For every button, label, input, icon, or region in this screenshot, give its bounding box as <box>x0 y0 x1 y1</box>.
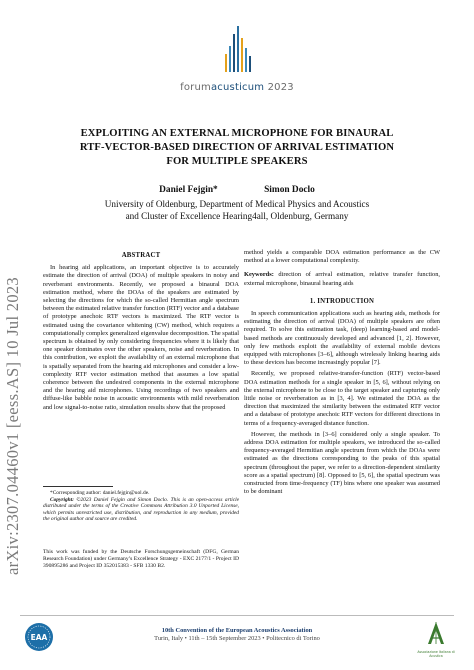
right-column <box>244 249 440 499</box>
funding-note: This work was funded by the Deutsche Forschungsgemeinschaft (DFG, German Research Foundation) under Germany’s Excellence Strategy - EXC 2177/1 - Project ID 390895286 and Project ID 352015383 - SFB 1330 B2. <box>43 549 239 569</box>
author-2: Simon Doclo <box>264 185 315 195</box>
title-line-2: RTF-VECTOR-BASED DIRECTION OF ARRIVAL ESTIMATION <box>79 142 395 153</box>
svg-text:EAA: EAA <box>30 633 48 642</box>
paper-title <box>52 127 422 169</box>
arxiv-stamp-text: arXiv:2307.04460v1 [eess.AS] 10 Jul 2023 <box>3 277 22 575</box>
footnote <box>43 490 239 523</box>
sound-bars-icon <box>217 24 257 80</box>
aia-emblem-icon <box>423 620 449 646</box>
aia-logo-text: Associazione Italiana di Acustica <box>417 650 455 658</box>
arxiv-stamp <box>3 180 25 580</box>
footnote-divider <box>43 486 113 487</box>
convention-location: Turin, Italy • 11th – 15th September 2023 • Politecnico di Torino <box>154 635 320 642</box>
title-line-1: EXPLOITING AN EXTERNAL MICROPHONE FOR BINAURAL <box>80 128 394 139</box>
footer-divider <box>20 615 454 616</box>
convention-title: 10th Convention of the European Acoustics Association <box>161 627 313 634</box>
keywords: Keywords: direction of arrival estimation, relative transfer function, external microphone, binaural hearing aids <box>244 271 440 287</box>
eaa-logo <box>24 622 54 652</box>
intro-paragraph-3: However, the methods in [3–6] considered only a single speaker. To address DOA estimation for multiple speakers, we introduced the so-called frequency-averaged Hermitian angle spectrum from which the DOAs were estimated as the directions corresponding to the peaks of this spatial spectrum (throughout the paper, we refer to a direction-dependent similarity score as a spatial spectrum) [8]. Opposed to [5, 6], the spatial spectrum was constructed from time-frequency (TF) bins where one speaker was assumed to be dominant <box>244 430 440 496</box>
corresponding-author-note: *Corresponding author: daniel.fejgin@uol.de. <box>50 490 150 496</box>
affiliation-line-1: University of Oldenburg, Department of Medical Physics and Acoustics <box>104 199 370 209</box>
author-1: Daniel Fejgin* <box>159 185 218 195</box>
conference-footer <box>80 627 394 643</box>
authors-block <box>52 184 422 222</box>
eaa-badge-icon <box>24 622 54 652</box>
intro-paragraph-2: Recently, we proposed relative-transfer-function (RTF) vector-based DOA estimation methods for a single speaker in [5, 6], without relying on the external microphone to be close to the target speaker and capturing only little noise or reverberation as in [3, 4]. We estimated the DOA as the direction that maximized the similarity between the estimated RTF vector and a database of prototype anechoic RTF vectors for different directions in terms of a frequency-averaged distance function. <box>244 370 440 427</box>
abstract-continuation: method yields a comparable DOA estimation performance as the CW method at a lower computational complexity. <box>244 249 440 265</box>
left-column <box>43 252 239 415</box>
intro-paragraph-1: In speech communication applications such as hearing aids, methods for estimating the direction of arrival (DOA) of multiple speakers are often required. To solve this estimation task, (deep) learning-based and model-based methods are continuously developed and advanced [1, 2]. However, only few methods exploit the availability of external mobile devices equipped with microphones [3–6], although wirelessly linking hearing aids to these devices has become increasingly popular [7]. <box>244 310 440 367</box>
affiliation-line-2: and Cluster of Excellence Hearing4all, Oldenburg, Germany <box>125 211 349 221</box>
copyright-note: Copyright: ©2023 Daniel Fejgin and Simon Doclo. This is an open-access article distributed under the terms of the Creative Commons Attribution 3.0 Unported License, which permits unrestricted use, distribution, and reproduction in any medium, provided the original author and source are credited. <box>43 496 239 523</box>
aia-logo <box>416 620 456 664</box>
introduction-heading: 1. INTRODUCTION <box>309 297 375 305</box>
title-line-3: FOR MULTIPLE SPEAKERS <box>166 156 308 167</box>
abstract-text: In hearing aid applications, an important objective is to accurately estimate the direction of arrival (DOA) of multiple speakers in noisy and reverberant environments. Recently, we proposed a binaural DOA estimation method, where the DOAs of the speakers are estimated by selecting the directions for which the so-called Hermitian angle spectrum between the estimated relative transfer function (RTF) vector and a database of prototype anechoic RTF vectors is maximized. The RTF vector is estimated using the covariance whitening (CW) method, which requires a computationally complex generalized eigenvalue decomposition. The spatial spectrum is obtained by only considering frequencies where it is likely that one speaker dominates over the other speakers, noise and reverberation. In this contribution, we exploit the availability of an external microphone that is spatially separated from the hearing aid microphones and consider a low-complexity RTF vector estimation method that assumes a low spatial coherence between the undesired components in the external microphone and the hearing aid microphones. Using recordings of two speakers and diffuse-like babble noise in acoustic environments with mild reverberation and low signal-to-noise ratio, simulation results show that the proposed <box>43 264 239 411</box>
abstract-heading: ABSTRACT <box>121 252 161 259</box>
logo-text: forumacusticum 2023 <box>180 82 294 93</box>
forum-acusticum-logo <box>0 24 474 93</box>
